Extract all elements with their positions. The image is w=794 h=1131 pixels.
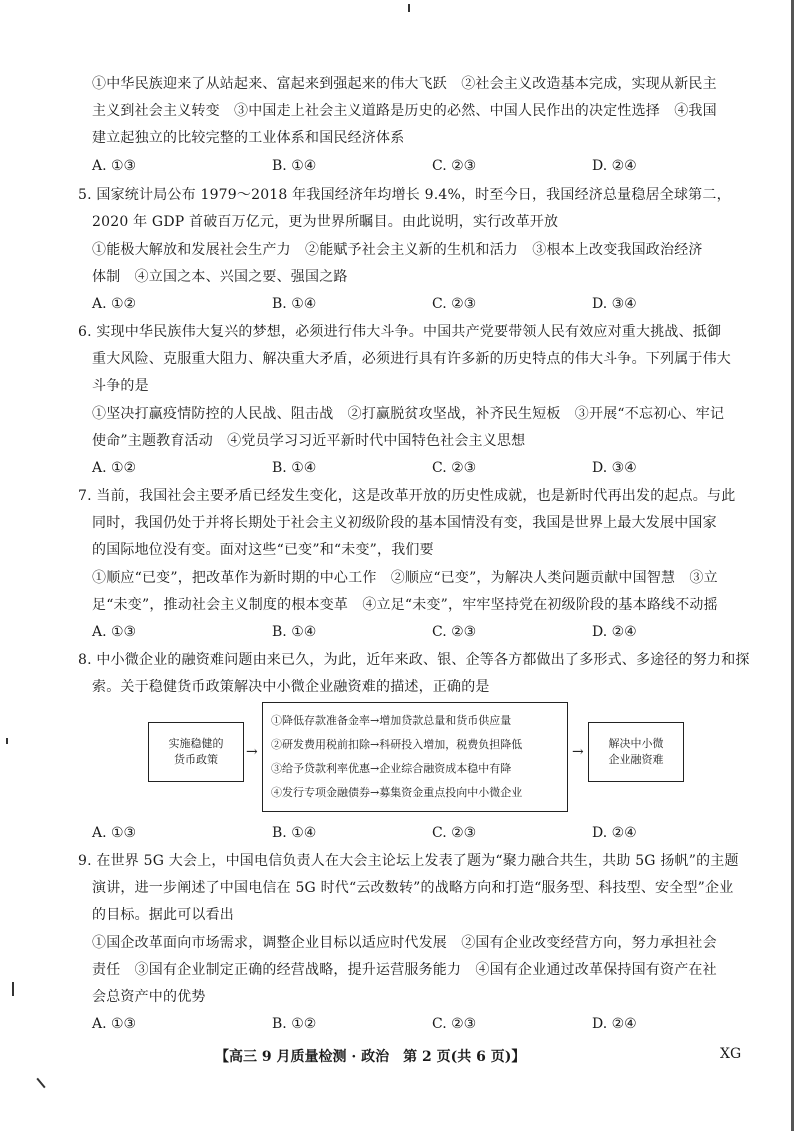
option-a: A. ①② — [92, 296, 137, 312]
flow-measure-item: ④发行专项金融债券→募集资金重点投向中小微企业 — [271, 786, 523, 799]
question-stem: 6. 实现中华民族伟大复兴的梦想，必须进行伟大斗争。中国共产党要带领人民有效应对重大挑战、抵御 — [78, 324, 722, 340]
option-b: B. ①④ — [272, 158, 317, 174]
option-a: A. ①③ — [92, 825, 137, 841]
choice-line: 体制 ④立国之本、兴国之要、强国之路 — [92, 269, 348, 285]
option-a: A. ①③ — [92, 1016, 137, 1032]
choice-line: ①能极大解放和发展社会生产力 ②能赋予社会主义新的生机和活力 ③根本上改变我国政治经济 — [92, 242, 703, 258]
choice-line: 建立起独立的比较完整的工业体系和国民经济体系 — [92, 130, 405, 146]
option-d: D. ③④ — [592, 296, 637, 312]
choice-line: ①中华民族迎来了从站起来、富起来到强起来的伟大飞跃 ②社会主义改造基本完成，实现从新民主 — [92, 76, 717, 92]
option-a: A. ①② — [92, 460, 137, 476]
question-stem: 2020 年 GDP 首破百万亿元，更为世界所瞩目。由此说明，实行改革开放 — [92, 214, 559, 230]
arrow-right-icon: → — [246, 744, 258, 760]
option-d: D. ③④ — [592, 460, 637, 476]
choice-line: 责任 ③国有企业制定正确的经营战略，提升运营服务能力 ④国有企业通过改革保持国有资产在社 — [92, 962, 717, 978]
question-stem: 9. 在世界 5G 大会上，中国电信负责人在大会主论坛上发表了题为“聚力融合共生，共助 5G 扬帆”的主题 — [78, 853, 739, 869]
option-d: D. ②④ — [592, 624, 637, 640]
option-d: D. ②④ — [592, 1016, 637, 1032]
scan-speck — [36, 1078, 45, 1088]
option-d: D. ②④ — [592, 825, 637, 841]
scan-speck — [12, 982, 14, 996]
paper-code: XG — [720, 1046, 742, 1062]
flow-goal-line: 解决中小微 — [608, 737, 664, 750]
flow-policy-box — [148, 722, 244, 782]
flow-measures-box — [262, 702, 568, 812]
option-c: C. ②③ — [432, 296, 477, 312]
option-b: B. ①④ — [272, 825, 317, 841]
flow-policy-line: 实施稳健的 — [168, 737, 224, 750]
flow-measure-item: ②研发费用税前扣除→科研投入增加，税费负担降低 — [271, 738, 523, 751]
option-b: B. ①④ — [272, 460, 317, 476]
arrow-right-icon: → — [572, 744, 584, 760]
flow-measure-item: ③给予贷款利率优惠→企业综合融资成本稳中有降 — [271, 762, 512, 775]
option-a: A. ①③ — [92, 158, 137, 174]
question-stem: 的国际地位没有变。面对这些“已变”和“未变”，我们要 — [92, 542, 434, 558]
question-stem: 演讲，进一步阐述了中国电信在 5G 时代“云改数转”的战略方向和打造“服务型、科技型、安全型”企业 — [92, 880, 734, 896]
choice-line: 主义到社会主义转变 ③中国走上社会主义道路是历史的必然、中国人民作出的决定性选择 ④我国 — [92, 103, 717, 119]
option-c: C. ②③ — [432, 1016, 477, 1032]
choice-line: 足“未变”，推动社会主义制度的根本变革 ④立足“未变”，牢牢坚持党在初级阶段的基本路线不动摇 — [92, 597, 718, 613]
question-stem: 7. 当前，我国社会主要矛盾已经发生变化，这是改革开放的历史性成就，也是新时代再出发的起点。与此 — [78, 488, 736, 504]
question-stem: 索。关于稳健货币政策解决中小微企业融资难的描述，正确的是 — [92, 679, 490, 695]
option-b: B. ①② — [272, 1016, 317, 1032]
page-footer: 【高三 9 月质量检测 · 政治 第 2 页(共 6 页)】 — [215, 1049, 526, 1065]
flow-measure-item: ①降低存款准备金率→增加贷款总量和货币供应量 — [271, 714, 512, 727]
option-b: B. ①④ — [272, 296, 317, 312]
question-stem: 5. 国家统计局公布 1979～2018 年我国经济年均增长 9.4%，时至今日，我国经济总量稳居全球第二， — [78, 187, 731, 203]
question-stem: 重大风险、克服重大阻力、解决重大矛盾，必须进行具有许多新的历史特点的伟大斗争。下列属于伟大 — [92, 351, 731, 367]
question-stem: 8. 中小微企业的融资难问题由来已久，为此，近年来政、银、企等各方都做出了多形式、多途径的努力和探 — [78, 652, 750, 668]
scan-speck — [6, 738, 8, 744]
choice-line: ①坚决打赢疫情防控的人民战、阻击战 ②打赢脱贫攻坚战，补齐民生短板 ③开展“不忘初心、牢记 — [92, 406, 725, 422]
scan-speck — [408, 4, 410, 12]
choice-line: 使命”主题教育活动 ④党员学习习近平新时代中国特色社会主义思想 — [92, 433, 526, 449]
question-stem: 斗争的是 — [92, 378, 149, 394]
flow-goal-line: 企业融资难 — [608, 753, 664, 766]
question-stem: 的目标。据此可以看出 — [92, 907, 234, 923]
choice-line: ①国企改革面向市场需求，调整企业目标以适应时代发展 ②国有企业改变经营方向，努力承担社会 — [92, 935, 717, 951]
choice-line: ①顺应“已变”，把改革作为新时期的中心工作 ②顺应“已变”，为解决人类问题贡献中国智慧 ③立 — [92, 570, 718, 586]
option-b: B. ①④ — [272, 624, 317, 640]
option-c: C. ②③ — [432, 158, 477, 174]
choice-line: 会总资产中的优势 — [92, 989, 206, 1005]
option-c: C. ②③ — [432, 460, 477, 476]
option-c: C. ②③ — [432, 825, 477, 841]
question-stem: 同时，我国仍处于并将长期处于社会主义初级阶段的基本国情没有变，我国是世界上最大发展中国家 — [92, 515, 717, 531]
flow-policy-line: 货币政策 — [174, 753, 218, 766]
option-a: A. ①③ — [92, 624, 137, 640]
flow-goal-box — [588, 722, 684, 782]
option-d: D. ②④ — [592, 158, 637, 174]
option-c: C. ②③ — [432, 624, 477, 640]
